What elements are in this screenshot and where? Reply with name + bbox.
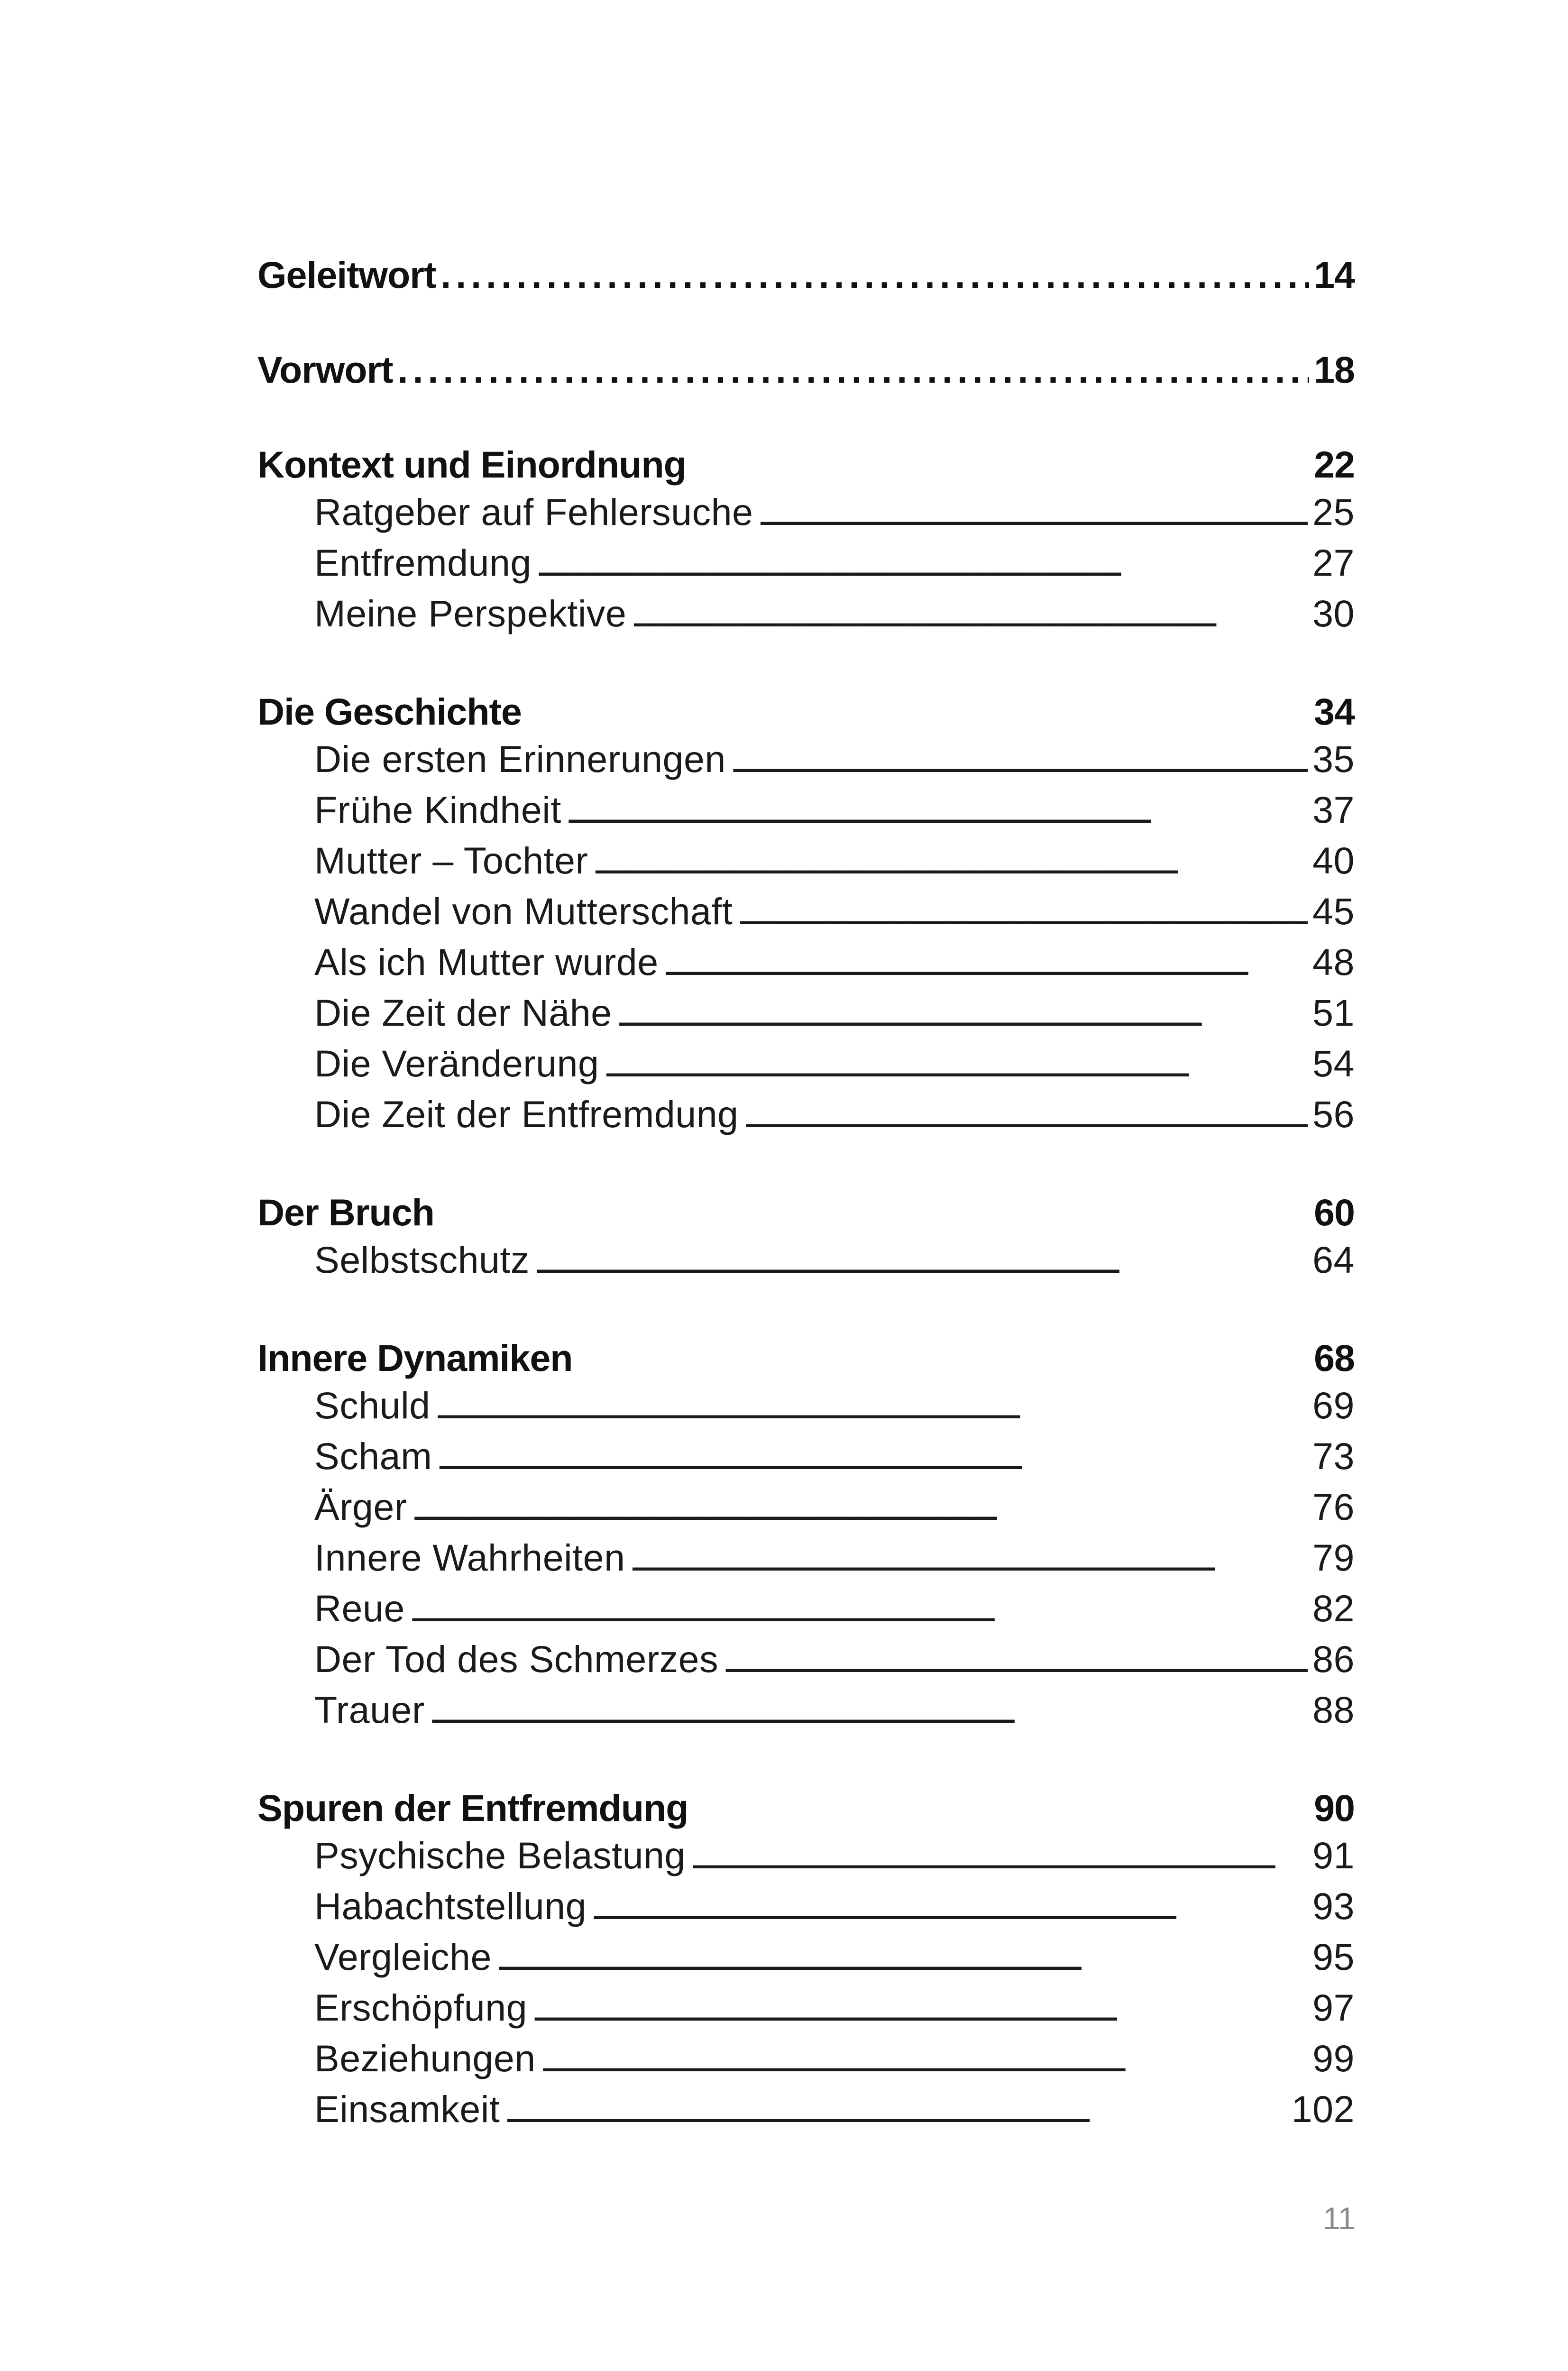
toc-section-entry [257, 2035, 1355, 2086]
section-title: Die Zeit der Entfremdung [314, 1093, 739, 1135]
dot-leader [758, 492, 1308, 539]
toc-section-entry [257, 1433, 1355, 1483]
toc-chapter-group [257, 441, 1355, 641]
chapter-page-number: 90 [1314, 1787, 1355, 1829]
toc-section-entry [257, 1382, 1355, 1433]
section-page-number: 76 [1312, 1486, 1355, 1528]
section-title: Als ich Mutter wurde [314, 941, 659, 983]
section-title: Selbstschutz [314, 1239, 530, 1281]
section-page-number: 27 [1312, 542, 1355, 584]
section-page-number: 102 [1291, 2088, 1355, 2130]
section-title: Wandel von Mutterschaft [314, 890, 733, 932]
chapter-title: Geleitwort [257, 254, 436, 296]
section-title: Ratgeber auf Fehlersuche [314, 491, 753, 533]
chapter-page-number: 60 [1314, 1191, 1355, 1233]
page-number: 11 [1323, 2201, 1356, 2236]
dot-leader [663, 942, 1308, 989]
section-page-number: 51 [1312, 992, 1355, 1034]
chapter-page-number: 22 [1314, 443, 1355, 486]
section-page-number: 30 [1312, 592, 1355, 634]
section-page-number: 73 [1312, 1435, 1355, 1477]
toc-section-entry [257, 1534, 1355, 1585]
section-page-number: 82 [1312, 1587, 1355, 1629]
section-page-number: 69 [1312, 1384, 1355, 1426]
section-title: Frühe Kindheit [314, 789, 561, 831]
section-page-number: 45 [1312, 890, 1355, 932]
section-page-number: 88 [1312, 1689, 1355, 1731]
toc-section-entry [257, 1883, 1355, 1933]
toc-chapter-group [257, 688, 1355, 1141]
section-title: Beziehungen [314, 2037, 536, 2079]
section-title: Trauer [314, 1689, 425, 1731]
toc-section-entry [257, 1933, 1355, 1984]
toc-chapter-entry [257, 346, 1355, 394]
chapter-page-number: 14 [1314, 254, 1355, 296]
section-page-number: 56 [1312, 1093, 1355, 1135]
toc-section-entry [257, 989, 1355, 1040]
dot-leader [410, 1588, 1308, 1636]
toc-section-entry [257, 1236, 1355, 1287]
toc-section-entry [257, 488, 1355, 539]
toc-section-entry [257, 1483, 1355, 1534]
toc-chapter-group [257, 1784, 1355, 2136]
toc-chapter-group [257, 346, 1355, 394]
dot-leader [630, 1537, 1308, 1585]
toc-chapter-entry [257, 251, 1355, 299]
chapter-title: Vorwort [257, 349, 393, 391]
toc-section-entry [257, 2086, 1355, 2136]
section-title: Innere Wahrheiten [314, 1536, 625, 1579]
section-page-number: 35 [1312, 738, 1355, 780]
section-page-number: 48 [1312, 941, 1355, 983]
toc-chapter-group [257, 251, 1355, 299]
section-page-number: 95 [1312, 1936, 1355, 1978]
section-title: Entfremdung [314, 542, 532, 584]
section-page-number: 93 [1312, 1885, 1355, 1927]
dot-leader [435, 1385, 1308, 1433]
toc-section-entry [257, 1984, 1355, 2035]
toc-section-entry [257, 1832, 1355, 1883]
toc-section-entry [257, 1040, 1355, 1091]
section-page-number: 64 [1312, 1239, 1355, 1281]
toc-section-entry [257, 888, 1355, 938]
dot-leader [690, 1835, 1308, 1883]
dot-leader [440, 251, 1309, 299]
section-page-number: 54 [1312, 1042, 1355, 1084]
toc-section-entry [257, 1686, 1355, 1737]
toc-chapter-group [257, 1189, 1355, 1287]
dot-leader [437, 1436, 1308, 1483]
toc-section-entry [257, 590, 1355, 641]
dot-leader [566, 790, 1308, 837]
section-title: Schuld [314, 1384, 431, 1426]
section-title: Die Veränderung [314, 1042, 599, 1084]
chapter-title: Innere Dynamiken [257, 1337, 573, 1379]
dot-leader [496, 1937, 1308, 1984]
toc-chapter-entry [257, 688, 1355, 735]
toc-section-entry [257, 1636, 1355, 1686]
toc-chapter-entry [257, 1784, 1355, 1832]
dot-leader [591, 1886, 1308, 1933]
dot-leader [541, 2038, 1308, 2086]
toc-section-entry [257, 1091, 1355, 1141]
section-title: Einsamkeit [314, 2088, 500, 2130]
section-title: Der Tod des Schmerzes [314, 1638, 719, 1680]
toc-section-entry [257, 539, 1355, 590]
chapter-title: Die Geschichte [257, 690, 522, 733]
section-title: Die ersten Erinnerungen [314, 738, 726, 780]
dot-leader [536, 542, 1308, 590]
section-page-number: 99 [1312, 2037, 1355, 2079]
toc-section-entry [257, 735, 1355, 786]
toc-section-entry [257, 786, 1355, 837]
dot-leader [430, 1690, 1308, 1737]
section-page-number: 37 [1312, 789, 1355, 831]
section-title: Reue [314, 1587, 405, 1629]
section-page-number: 86 [1312, 1638, 1355, 1680]
dot-leader [617, 993, 1308, 1040]
section-title: Scham [314, 1435, 432, 1477]
dot-leader [737, 891, 1308, 938]
toc-chapter-entry [257, 1334, 1355, 1382]
toc-section-entry [257, 938, 1355, 989]
dot-leader [504, 2089, 1286, 2136]
chapter-title: Der Bruch [257, 1191, 434, 1233]
dot-leader [398, 346, 1310, 394]
toc-section-entry [257, 1585, 1355, 1636]
section-page-number: 79 [1312, 1536, 1355, 1579]
chapter-page-number: 18 [1314, 349, 1355, 391]
section-page-number: 91 [1312, 1834, 1355, 1876]
chapter-page-number: 68 [1314, 1337, 1355, 1379]
dot-leader [534, 1240, 1308, 1287]
dot-leader [731, 739, 1308, 786]
toc-chapter-entry [257, 441, 1355, 488]
section-title: Psychische Belastung [314, 1834, 686, 1876]
section-title: Meine Perspektive [314, 592, 627, 634]
toc-section-entry [257, 837, 1355, 888]
section-title: Mutter – Tochter [314, 839, 588, 882]
section-title: Die Zeit der Nähe [314, 992, 612, 1034]
section-title: Ärger [314, 1486, 407, 1528]
section-page-number: 25 [1312, 491, 1355, 533]
dot-leader [743, 1094, 1308, 1141]
dot-leader [631, 593, 1308, 641]
section-title: Vergleiche [314, 1936, 492, 1978]
table-of-contents [257, 251, 1355, 2184]
toc-chapter-entry [257, 1189, 1355, 1236]
section-page-number: 97 [1312, 1986, 1355, 2029]
toc-chapter-group [257, 1334, 1355, 1737]
section-title: Erschöpfung [314, 1986, 528, 2029]
dot-leader [412, 1487, 1308, 1534]
chapter-title: Spuren der Entfremdung [257, 1787, 688, 1829]
dot-leader [604, 1043, 1308, 1091]
dot-leader [593, 840, 1308, 888]
dot-leader [532, 1987, 1308, 2035]
section-title: Habachtstellung [314, 1885, 587, 1927]
chapter-title: Kontext und Einordnung [257, 443, 686, 486]
dot-leader [723, 1639, 1308, 1686]
section-page-number: 40 [1312, 839, 1355, 882]
chapter-page-number: 34 [1314, 690, 1355, 733]
